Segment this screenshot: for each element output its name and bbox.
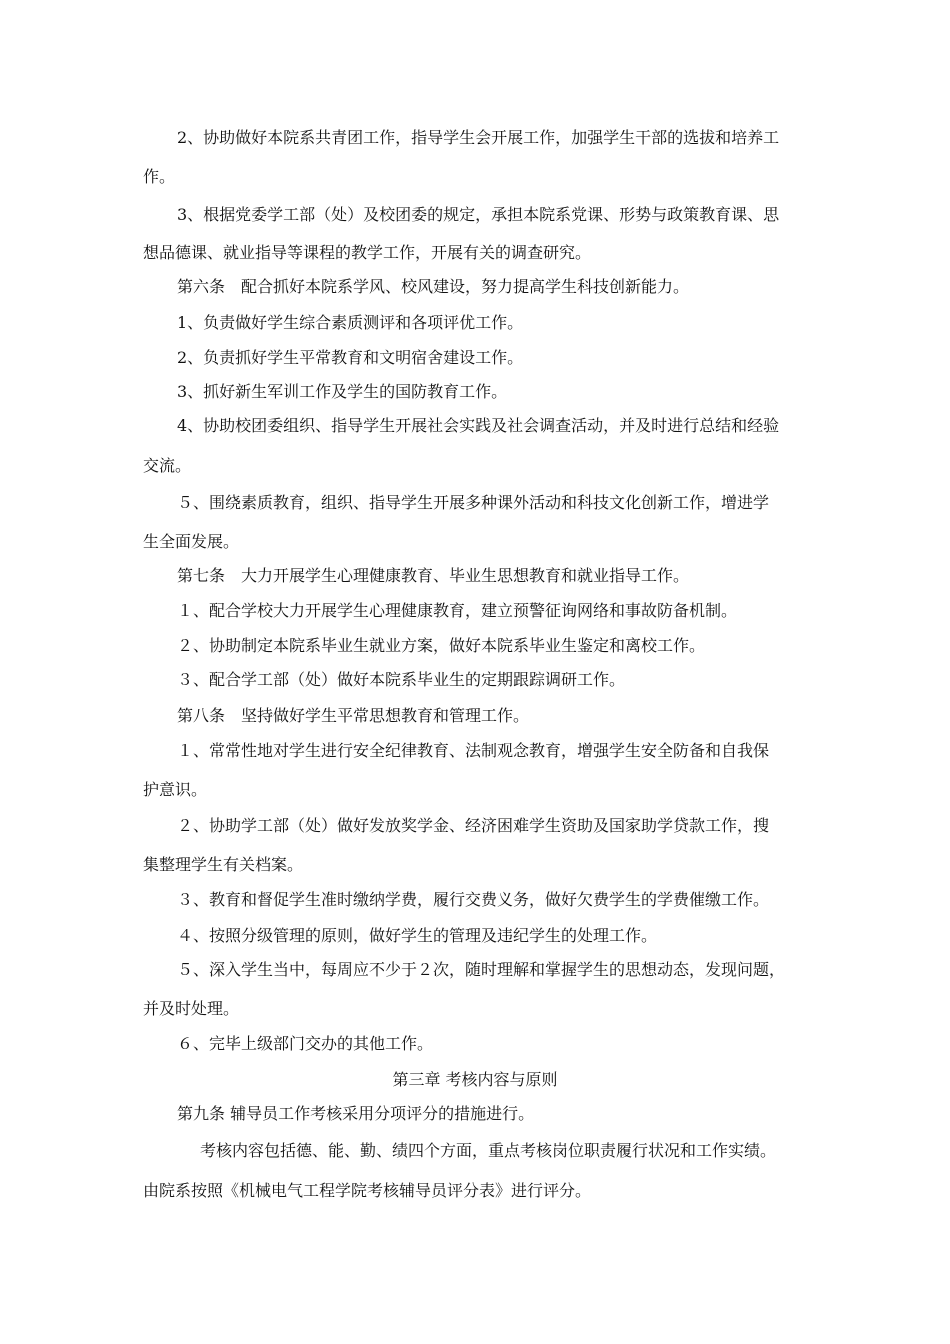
paragraph-line: ６、完毕上级部门交办的其他工作。: [177, 1034, 434, 1053]
paragraph-line: 2、协助做好本院系共青团工作，指导学生会开展工作，加强学生干部的选拔和培养工: [177, 128, 780, 147]
paragraph-line: 考核内容包括德、能、勤、绩四个方面，重点考核岗位职责履行状况和工作实绩。: [200, 1141, 777, 1160]
paragraph-line: ３、配合学工部（处）做好本院系毕业生的定期跟踪调研工作。: [177, 670, 626, 689]
paragraph-line: 3、根据党委学工部（处）及校团委的规定，承担本院系党课、形势与政策教育课、思: [177, 205, 780, 224]
paragraph-line: 作。: [143, 167, 176, 186]
paragraph-line: 交流。: [143, 456, 192, 475]
paragraph-line: 2、负责抓好学生平常教育和文明宿舍建设工作。: [177, 348, 524, 367]
paragraph-line: ３、教育和督促学生准时缴纳学费，履行交费义务，做好欠费学生的学费催缴工作。: [177, 890, 770, 909]
paragraph-line: 并及时处理。: [143, 999, 240, 1018]
paragraph-line: ２、协助学工部（处）做好发放奖学金、经济困难学生资助及国家助学贷款工作，搜: [177, 816, 770, 835]
paragraph-line: １、配合学校大力开展学生心理健康教育，建立预警征询网络和事故防备机制。: [177, 601, 738, 620]
article-heading: 第七条 大力开展学生心理健康教育、毕业生思想教育和就业指导工作。: [177, 566, 690, 585]
paragraph-line: 生全面发展。: [143, 532, 240, 551]
paragraph-line: ４、按照分级管理的原则，做好学生的管理及违纪学生的处理工作。: [177, 926, 658, 945]
paragraph-line: ２、协助制定本院系毕业生就业方案，做好本院系毕业生鉴定和离校工作。: [177, 636, 706, 655]
paragraph-line: 4、协助校团委组织、指导学生开展社会实践及社会调查活动，并及时进行总结和经验: [177, 416, 780, 435]
paragraph-line: ５、围绕素质教育，组织、指导学生开展多种课外活动和科技文化创新工作，增进学: [177, 493, 770, 512]
paragraph-line: 想品德课、就业指导等课程的教学工作，开展有关的调查研究。: [143, 243, 592, 262]
paragraph-line: 3、抓好新生军训工作及学生的国防教育工作。: [177, 382, 508, 401]
paragraph-line: 集整理学生有关档案。: [143, 855, 304, 874]
paragraph-line: 1、负责做好学生综合素质测评和各项评优工作。: [177, 313, 524, 332]
article-heading: 第九条 辅导员工作考核采用分项评分的措施进行。: [177, 1104, 535, 1123]
paragraph-line: １、常常性地对学生进行安全纪律教育、法制观念教育，增强学生安全防备和自我保: [177, 741, 770, 760]
paragraph-line: 由院系按照《机械电气工程学院考核辅导员评分表》进行评分。: [143, 1181, 592, 1200]
article-heading: 第八条 坚持做好学生平常思想教育和管理工作。: [177, 706, 530, 725]
article-heading: 第六条 配合抓好本院系学风、校风建设，努力提高学生科技创新能力。: [177, 277, 690, 296]
paragraph-line: 护意识。: [143, 780, 208, 799]
paragraph-line: ５、深入学生当中，每周应不少于２次，随时理解和掌握学生的思想动态，发现问题，: [177, 960, 786, 979]
chapter-heading: 第三章 考核内容与原则: [392, 1070, 558, 1089]
